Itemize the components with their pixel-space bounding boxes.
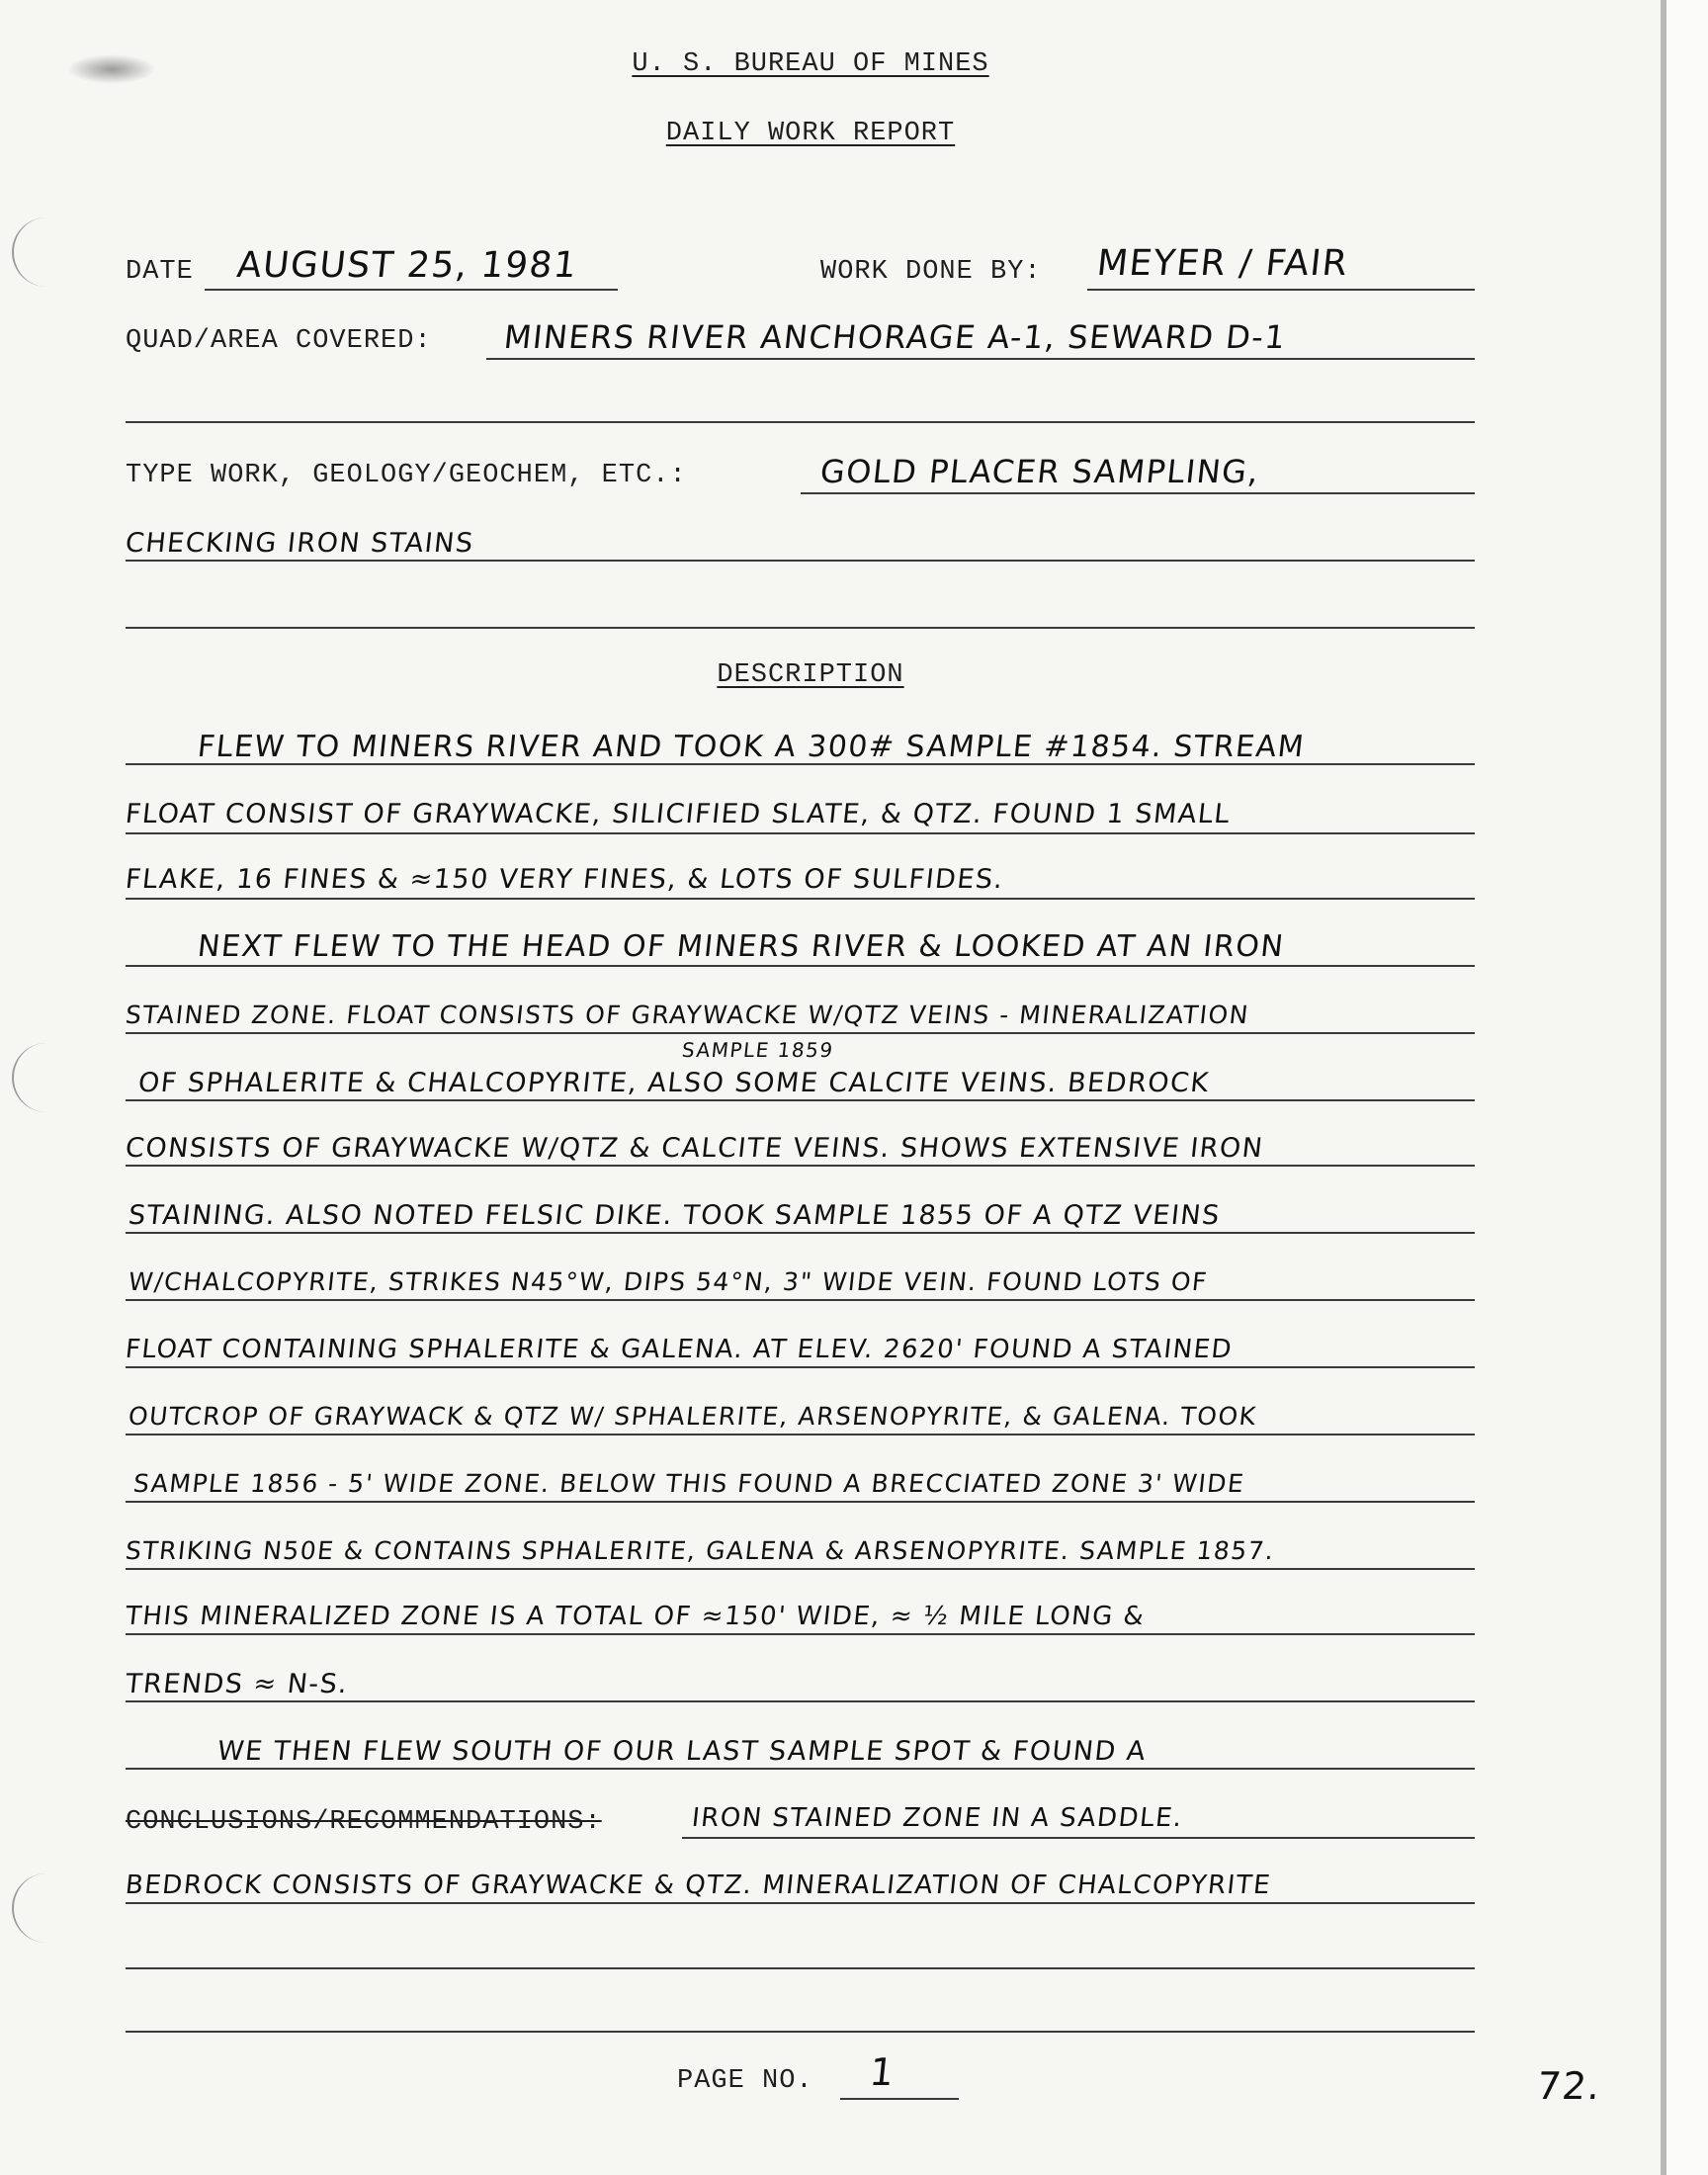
- type-work-label: TYPE WORK, GEOLOGY/GEOCHEM, ETC.:: [126, 461, 687, 490]
- desc-line-1: FLEW TO MINERS RIVER AND TOOK A 300# SAMPLE #1854. STREAM: [196, 730, 1307, 764]
- desc-rule-10: [126, 1366, 1475, 1368]
- quad-rule: [486, 358, 1475, 360]
- desc-line-10: FLOAT CONTAINING SPHALERITE & GALENA. AT ELEV. 2620' FOUND A STAINED: [124, 1335, 1235, 1364]
- conclusions-rule-3: [126, 1967, 1475, 1969]
- desc-insert-note: SAMPLE 1859: [680, 1038, 835, 1062]
- quad-label: QUAD/AREA COVERED:: [126, 326, 432, 356]
- type-work-rule: [801, 492, 1475, 494]
- desc-line-3: FLAKE, 16 FINES & ≈150 VERY FINES, & LOTS OF SULFIDES.: [124, 864, 1006, 895]
- page-number-label: PAGE NO.: [677, 2066, 813, 2096]
- desc-line-9: W/CHALCOPYRITE, STRIKES N45°W, DIPS 54°N, 3" WIDE VEIN. FOUND LOTS OF: [127, 1267, 1210, 1296]
- date-rule: [205, 289, 618, 291]
- page-number-value: 1: [867, 2050, 897, 2094]
- quad-rule-2: [126, 421, 1475, 423]
- conclusions-rule-2: [126, 1902, 1475, 1904]
- desc-line-7: CONSISTS OF GRAYWACKE W/QTZ & CALCITE VEINS. SHOWS EXTENSIVE IRON: [124, 1133, 1266, 1164]
- desc-rule-13: [126, 1568, 1475, 1570]
- desc-rule-16: [126, 1768, 1475, 1770]
- scan-margin: [1666, 0, 1708, 2175]
- desc-line-14: THIS MINERALIZED ZONE IS A TOTAL OF ≈150' WIDE, ≈ ½ MILE LONG &: [124, 1602, 1147, 1631]
- desc-line-13: STRIKING N50E & CONTAINS SPHALERITE, GALENA & ARSENOPYRITE. SAMPLE 1857.: [124, 1536, 1277, 1565]
- page-number-rule: [840, 2098, 959, 2100]
- desc-rule-12: [126, 1501, 1475, 1503]
- date-label: DATE: [126, 257, 194, 287]
- conclusions-rule-1: [682, 1837, 1475, 1839]
- type-work-rule-3: [126, 627, 1475, 629]
- desc-rule-3: [126, 898, 1475, 900]
- work-done-by-label: WORK DONE BY:: [820, 257, 1042, 287]
- corner-page-number: 72.: [1534, 2064, 1604, 2108]
- description-heading: DESCRIPTION: [717, 660, 904, 690]
- desc-line-6: OF SPHALERITE & CHALCOPYRITE, ALSO SOME CALCITE VEINS. BEDROCK: [136, 1068, 1212, 1098]
- desc-line-15: TRENDS ≈ N-S.: [124, 1669, 351, 1699]
- desc-line-16: WE THEN FLEW SOUTH OF OUR LAST SAMPLE SPOT & FOUND A: [215, 1736, 1149, 1767]
- hole-punch-bottom: [12, 1873, 53, 1943]
- quad-value: MINERS RIVER ANCHORAGE A-1, SEWARD D-1: [502, 318, 1289, 356]
- desc-line-4: NEXT FLEW TO THE HEAD OF MINERS RIVER & LOOKED AT AN IRON: [196, 929, 1287, 964]
- desc-line-12: SAMPLE 1856 - 5' WIDE ZONE. BELOW THIS FOUND A BRECCIATED ZONE 3' WIDE: [131, 1469, 1246, 1498]
- desc-rule-15: [126, 1700, 1475, 1702]
- desc-rule-5: [126, 1032, 1475, 1034]
- desc-line-11: OUTCROP OF GRAYWACK & QTZ W/ SPHALERITE, ARSENOPYRITE, & GALENA. TOOK: [127, 1402, 1259, 1431]
- desc-rule-11: [126, 1434, 1475, 1436]
- desc-line-8: STAINING. ALSO NOTED FELSIC DIKE. TOOK SAMPLE 1855 OF A QTZ VEINS: [127, 1200, 1223, 1231]
- type-work-rule-2: [126, 560, 1475, 562]
- conclusions-continuation-1: IRON STAINED ZONE IN A SADDLE.: [690, 1803, 1185, 1833]
- date-value: AUGUST 25, 1981: [234, 245, 580, 286]
- desc-rule-9: [126, 1299, 1475, 1301]
- desc-rule-7: [126, 1165, 1475, 1167]
- report-title: DAILY WORK REPORT: [665, 119, 956, 148]
- conclusions-continuation-2: BEDROCK CONSISTS OF GRAYWACKE & QTZ. MINERALIZATION OF CHALCOPYRITE: [124, 1870, 1273, 1900]
- work-done-by-value: MEYER / FAIR: [1094, 243, 1351, 284]
- conclusions-rule-4: [126, 2031, 1475, 2033]
- agency-title: U. S. BUREAU OF MINES: [632, 49, 989, 79]
- desc-line-2: FLOAT CONSIST OF GRAYWACKE, SILICIFIED SLATE, & QTZ. FOUND 1 SMALL: [124, 799, 1233, 829]
- type-work-value-2: CHECKING IRON STAINS: [124, 528, 476, 559]
- conclusions-label: CONCLUSIONS/RECOMMENDATIONS:: [126, 1807, 602, 1837]
- work-done-by-rule: [1087, 289, 1475, 291]
- desc-rule-6: [126, 1099, 1475, 1101]
- desc-rule-8: [126, 1232, 1475, 1234]
- hole-punch-middle: [12, 1043, 53, 1112]
- desc-rule-2: [126, 832, 1475, 834]
- desc-line-5: STAINED ZONE. FLOAT CONSISTS OF GRAYWACKE W/QTZ VEINS - MINERALIZATION: [124, 1000, 1251, 1029]
- desc-rule-4: [126, 965, 1475, 967]
- type-work-value-1: GOLD PLACER SAMPLING,: [818, 453, 1262, 490]
- desc-rule-14: [126, 1633, 1475, 1635]
- hole-punch-top: [12, 218, 53, 287]
